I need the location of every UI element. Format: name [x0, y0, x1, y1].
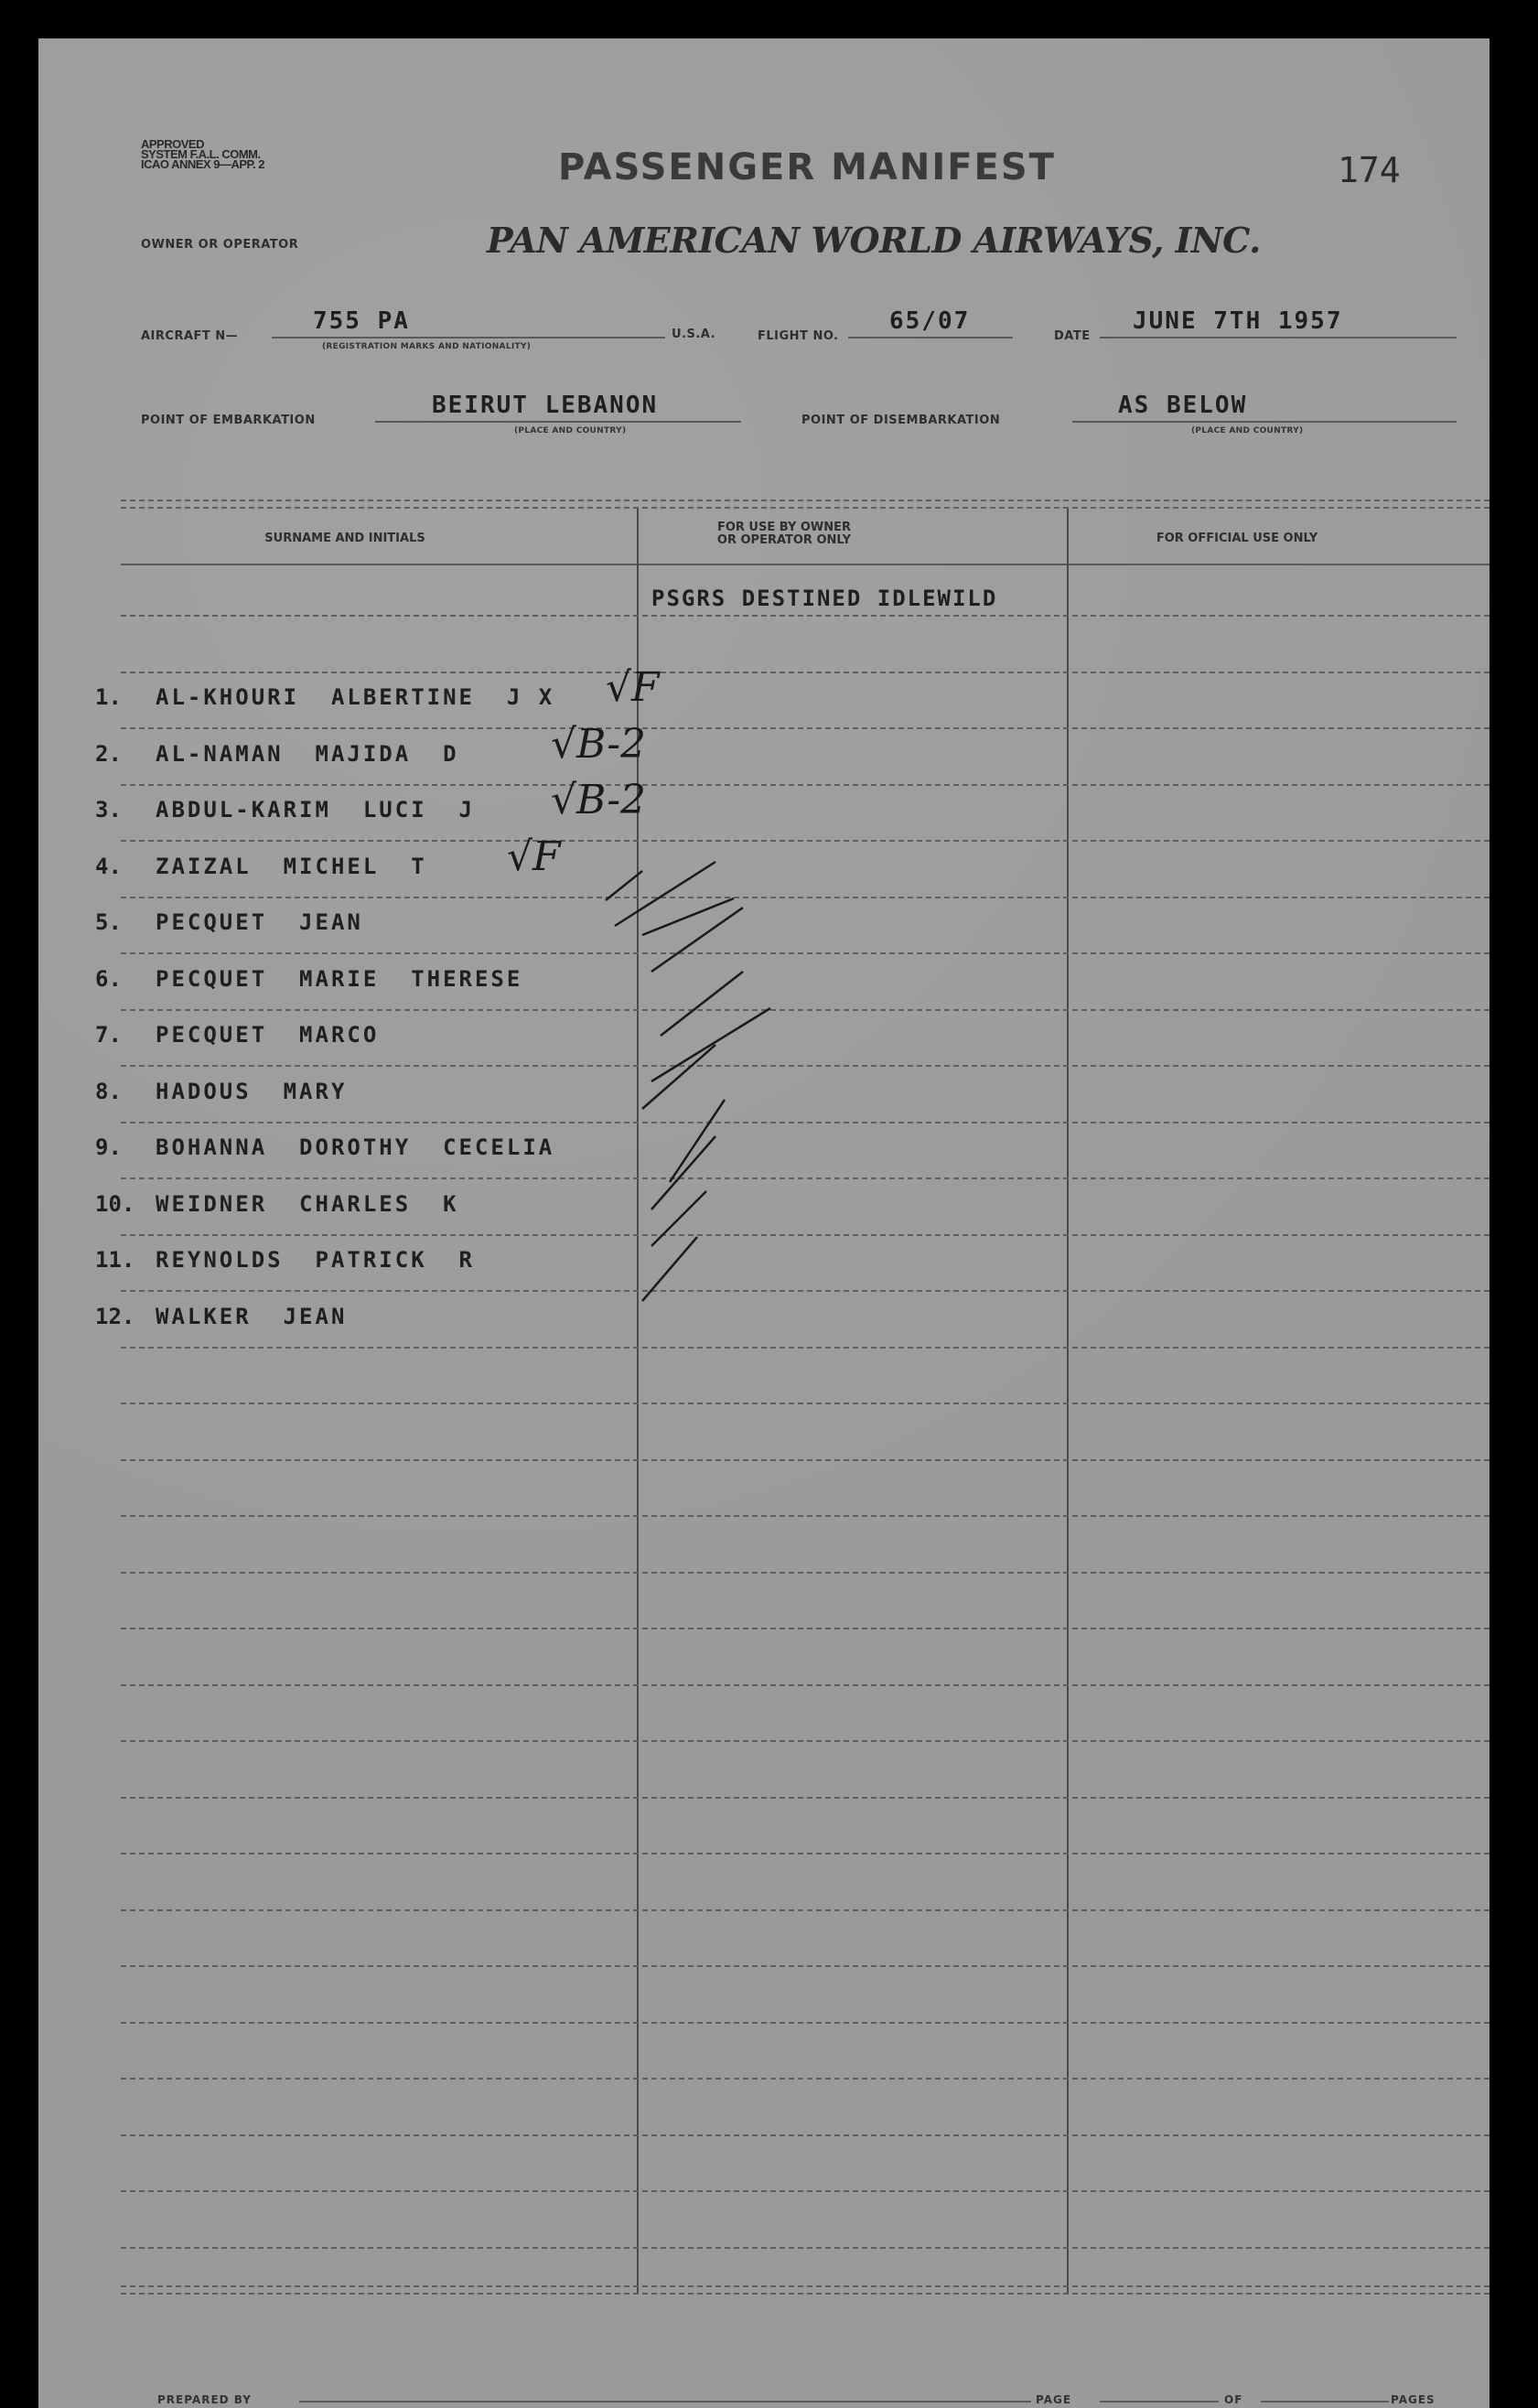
- passenger-name: HADOUS MARY: [156, 1079, 348, 1104]
- ruled-line: [121, 1628, 1490, 1629]
- column-owner-use: FOR USE BY OWNER OR OPERATOR ONLY: [716, 521, 852, 547]
- check-icon: [661, 972, 743, 1036]
- passenger-number: 11.: [95, 1247, 135, 1273]
- passenger-number: 7.: [95, 1022, 122, 1048]
- date-value: JUNE 7TH 1957: [1133, 307, 1343, 335]
- prepared-by-label: PREPARED BY: [157, 2393, 252, 2406]
- passenger-name: PECQUET MARIE THERESE: [156, 966, 523, 992]
- check-icon: [606, 871, 642, 900]
- ruled-line: [121, 727, 1490, 729]
- passenger-name: WALKER JEAN: [156, 1304, 348, 1329]
- ruled-line: [121, 2078, 1490, 2080]
- flight-label: FLIGHT NO.: [758, 329, 839, 343]
- check-icon: [642, 898, 734, 935]
- aircraft-value: 755 PA: [313, 307, 410, 335]
- passenger-number: 5.: [95, 909, 122, 935]
- page-number: 174: [1338, 150, 1401, 190]
- manifest-sheet: [38, 38, 1490, 2408]
- ruled-line: [121, 2022, 1490, 2024]
- ruled-line: [121, 615, 1490, 617]
- check-marks: [587, 816, 807, 1328]
- passenger-name: WEIDNER CHARLES K: [156, 1191, 459, 1217]
- pages-label: PAGES: [1391, 2393, 1436, 2406]
- aircraft-label: AIRCRAFT N—: [141, 329, 239, 343]
- passenger-name: REYNOLDS PATRICK R: [156, 1247, 475, 1273]
- passenger-name: ABDUL-KARIM LUCI J: [156, 797, 475, 822]
- approval-stamp: APPROVED SYSTEM F.A.L. COMM. ICAO ANNEX 9—APP. 2: [141, 137, 264, 171]
- handwritten-mark: √F: [507, 833, 561, 880]
- ruled-line: [121, 672, 1490, 673]
- passenger-number: 6.: [95, 966, 122, 992]
- registration-note: (REGISTRATION MARKS AND NATIONALITY): [322, 342, 532, 351]
- passenger-number: 8.: [95, 1079, 122, 1104]
- passenger-number: 9.: [95, 1134, 122, 1160]
- handwritten-mark: √F: [606, 664, 660, 711]
- disembarkation-value: AS BELOW: [1118, 392, 1248, 419]
- embarkation-label: POINT OF EMBARKATION: [141, 414, 316, 427]
- check-icon: [651, 1136, 715, 1209]
- passenger-number: 4.: [95, 854, 122, 879]
- check-icon: [642, 1237, 697, 1301]
- ruled-line: [121, 1515, 1490, 1517]
- passenger-name: AL-NAMAN MAJIDA D: [156, 741, 459, 767]
- ruled-line: [121, 1909, 1490, 1911]
- check-icon: [651, 908, 743, 972]
- ruled-line: [121, 1740, 1490, 1742]
- place-country-note-2: (PLACE AND COUNTRY): [1191, 426, 1304, 435]
- owner-label: OWNER OR OPERATOR: [141, 238, 299, 252]
- operator-name: PAN AMERICAN WORLD AIRWAYS, INC.: [487, 220, 1261, 261]
- of-label: OF: [1224, 2393, 1243, 2406]
- date-label: DATE: [1054, 329, 1091, 343]
- ruled-line: [121, 1459, 1490, 1461]
- check-icon: [642, 1045, 715, 1109]
- column-surname: SURNAME AND INITIALS: [264, 532, 425, 545]
- passenger-number: 1.: [95, 684, 122, 710]
- check-icon: [670, 1100, 725, 1182]
- flight-value: 65/07: [889, 307, 971, 335]
- ruled-line: [121, 1965, 1490, 1967]
- disembarkation-label: POINT OF DISEMBARKATION: [801, 414, 1001, 427]
- ruled-line: [121, 1403, 1490, 1404]
- column-official-use: FOR OFFICIAL USE ONLY: [1156, 532, 1318, 545]
- check-icon: [615, 862, 715, 926]
- passenger-name: PECQUET JEAN: [156, 909, 363, 935]
- passenger-number: 2.: [95, 741, 122, 767]
- page-title: PASSENGER MANIFEST: [558, 146, 1056, 188]
- place-country-note: (PLACE AND COUNTRY): [514, 426, 627, 435]
- ruled-line: [121, 1347, 1490, 1349]
- ruled-line: [121, 784, 1490, 786]
- ruled-line: [121, 1684, 1490, 1686]
- ruled-line: [121, 2134, 1490, 2136]
- ruled-line: [121, 1853, 1490, 1854]
- passenger-number: 12.: [95, 1304, 135, 1329]
- passenger-name: AL-KHOURI ALBERTINE J X: [156, 684, 555, 710]
- passenger-name: ZAIZAL MICHEL T: [156, 854, 427, 879]
- ruled-line: [121, 2247, 1490, 2249]
- page-label: PAGE: [1036, 2393, 1072, 2406]
- passenger-name: BOHANNA DOROTHY CECELIA: [156, 1134, 555, 1160]
- destination-note: PSGRS DESTINED IDLEWILD: [651, 586, 998, 611]
- handwritten-mark: √B-2: [551, 777, 647, 823]
- ruled-line: [121, 2190, 1490, 2192]
- ruled-line: [121, 1797, 1490, 1799]
- check-icon: [651, 1008, 770, 1081]
- ruled-line: [121, 1572, 1490, 1574]
- handwritten-mark: √B-2: [551, 721, 647, 768]
- passenger-number: 10.: [95, 1191, 135, 1217]
- embarkation-value: BEIRUT LEBANON: [432, 392, 659, 419]
- usa-label: U.S.A.: [672, 328, 716, 341]
- passenger-number: 3.: [95, 797, 122, 822]
- passenger-name: PECQUET MARCO: [156, 1022, 380, 1048]
